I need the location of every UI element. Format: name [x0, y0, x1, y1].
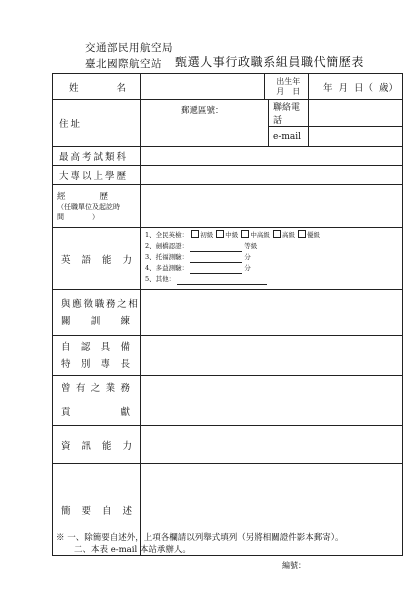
- lang-input-cell[interactable]: [141, 228, 403, 290]
- it-label-cell: 資 訊 能 力: [53, 426, 141, 464]
- resume-form: [52, 73, 403, 556]
- exp-label-3: 間 ）: [57, 213, 99, 221]
- lang-item-4: 4、多益測驗： 分: [145, 264, 251, 272]
- it-input-cell[interactable]: [141, 426, 403, 464]
- name-label-1: 姓: [69, 82, 79, 94]
- lang-item-1: 1、全民英檢： 初級 中級 中高級 高級 優級: [145, 231, 321, 239]
- checkbox-basic[interactable]: [191, 230, 199, 238]
- org-line-1: 交通部民用航空局: [85, 42, 173, 54]
- phone-label-cell: [269, 100, 309, 127]
- birth-label-1: 出生年: [276, 76, 301, 86]
- exam-input-cell[interactable]: [141, 147, 403, 166]
- edu-label: 大專以上學歷: [59, 171, 129, 182]
- serial-label: 編號：: [282, 561, 306, 570]
- name-label-2: 名: [116, 82, 126, 94]
- birth-month: 月: [338, 82, 348, 94]
- name-input-cell[interactable]: [141, 74, 265, 100]
- exp-label-1: 經 歷: [57, 192, 109, 202]
- address-input-cell[interactable]: [141, 100, 269, 147]
- birth-year: 年: [323, 82, 333, 94]
- address-label-cell: [53, 100, 141, 147]
- org-line-2: 臺北國際航空站: [85, 58, 162, 70]
- email-input-cell[interactable]: [309, 127, 403, 147]
- exam-label-cell: [53, 147, 141, 166]
- exp-label-cell: [53, 185, 141, 228]
- checkbox-superior[interactable]: [298, 230, 306, 238]
- birth-label-2: 月 日: [276, 86, 301, 96]
- contrib-input-cell[interactable]: [141, 376, 403, 426]
- phone-input-cell[interactable]: [309, 100, 403, 127]
- birth-label-cell: [269, 74, 309, 100]
- exam-label: 最高考試類科: [59, 152, 129, 163]
- bio-label-cell: 簡 要 自 述: [53, 464, 141, 556]
- skills-input-cell[interactable]: [141, 336, 403, 376]
- email-label-cell: [269, 127, 309, 147]
- lang-item-2: 2、劍橋認證： 等級: [145, 242, 258, 250]
- exp-label-2: （任職單位及起訖時: [57, 203, 120, 211]
- address-label: 住址: [59, 119, 83, 130]
- checkbox-advanced[interactable]: [273, 230, 281, 238]
- checkbox-high-intermediate[interactable]: [241, 230, 249, 238]
- name-label-cell: [53, 74, 141, 100]
- edu-input-cell[interactable]: [141, 166, 403, 185]
- related-input-cell[interactable]: [141, 290, 403, 336]
- lang-item-5: 5、其他：: [145, 274, 398, 285]
- email-label: e-mail: [273, 131, 302, 142]
- birth-age: 歲）: [378, 82, 398, 94]
- edu-label-cell: [53, 166, 141, 185]
- lang-label-cell: 英 語 能 力: [53, 228, 141, 290]
- phone-label: 聯絡電話: [273, 103, 301, 126]
- birth-input-cell[interactable]: [309, 74, 403, 100]
- birth-day: 日（: [353, 82, 373, 94]
- skills-label-cell: 自 認 具 備 特 別 專 長: [53, 336, 141, 376]
- footnote-1: ※ 一、除簡要自述外，上項各欄請以列舉式填列（另將相關證件影本郵寄）。: [56, 533, 344, 543]
- form-title: 甄選人事行政職系組員職代簡歷表: [175, 55, 365, 69]
- footnote-2: 二、本表 e-mail 本站承辦人。: [74, 545, 191, 555]
- exp-input-cell[interactable]: [141, 185, 403, 228]
- checkbox-intermediate[interactable]: [216, 230, 224, 238]
- other-lang-field[interactable]: [177, 284, 267, 285]
- lang-item-3: 3、托福測驗： 分: [145, 253, 251, 261]
- contrib-label-cell: 曾 有 之 業 務 貢 獻: [53, 376, 141, 426]
- postcode-label: 郵遞區號：: [181, 106, 224, 116]
- related-label-cell: 與 應 徵 職 務 之 相 關 訓 練: [53, 290, 141, 336]
